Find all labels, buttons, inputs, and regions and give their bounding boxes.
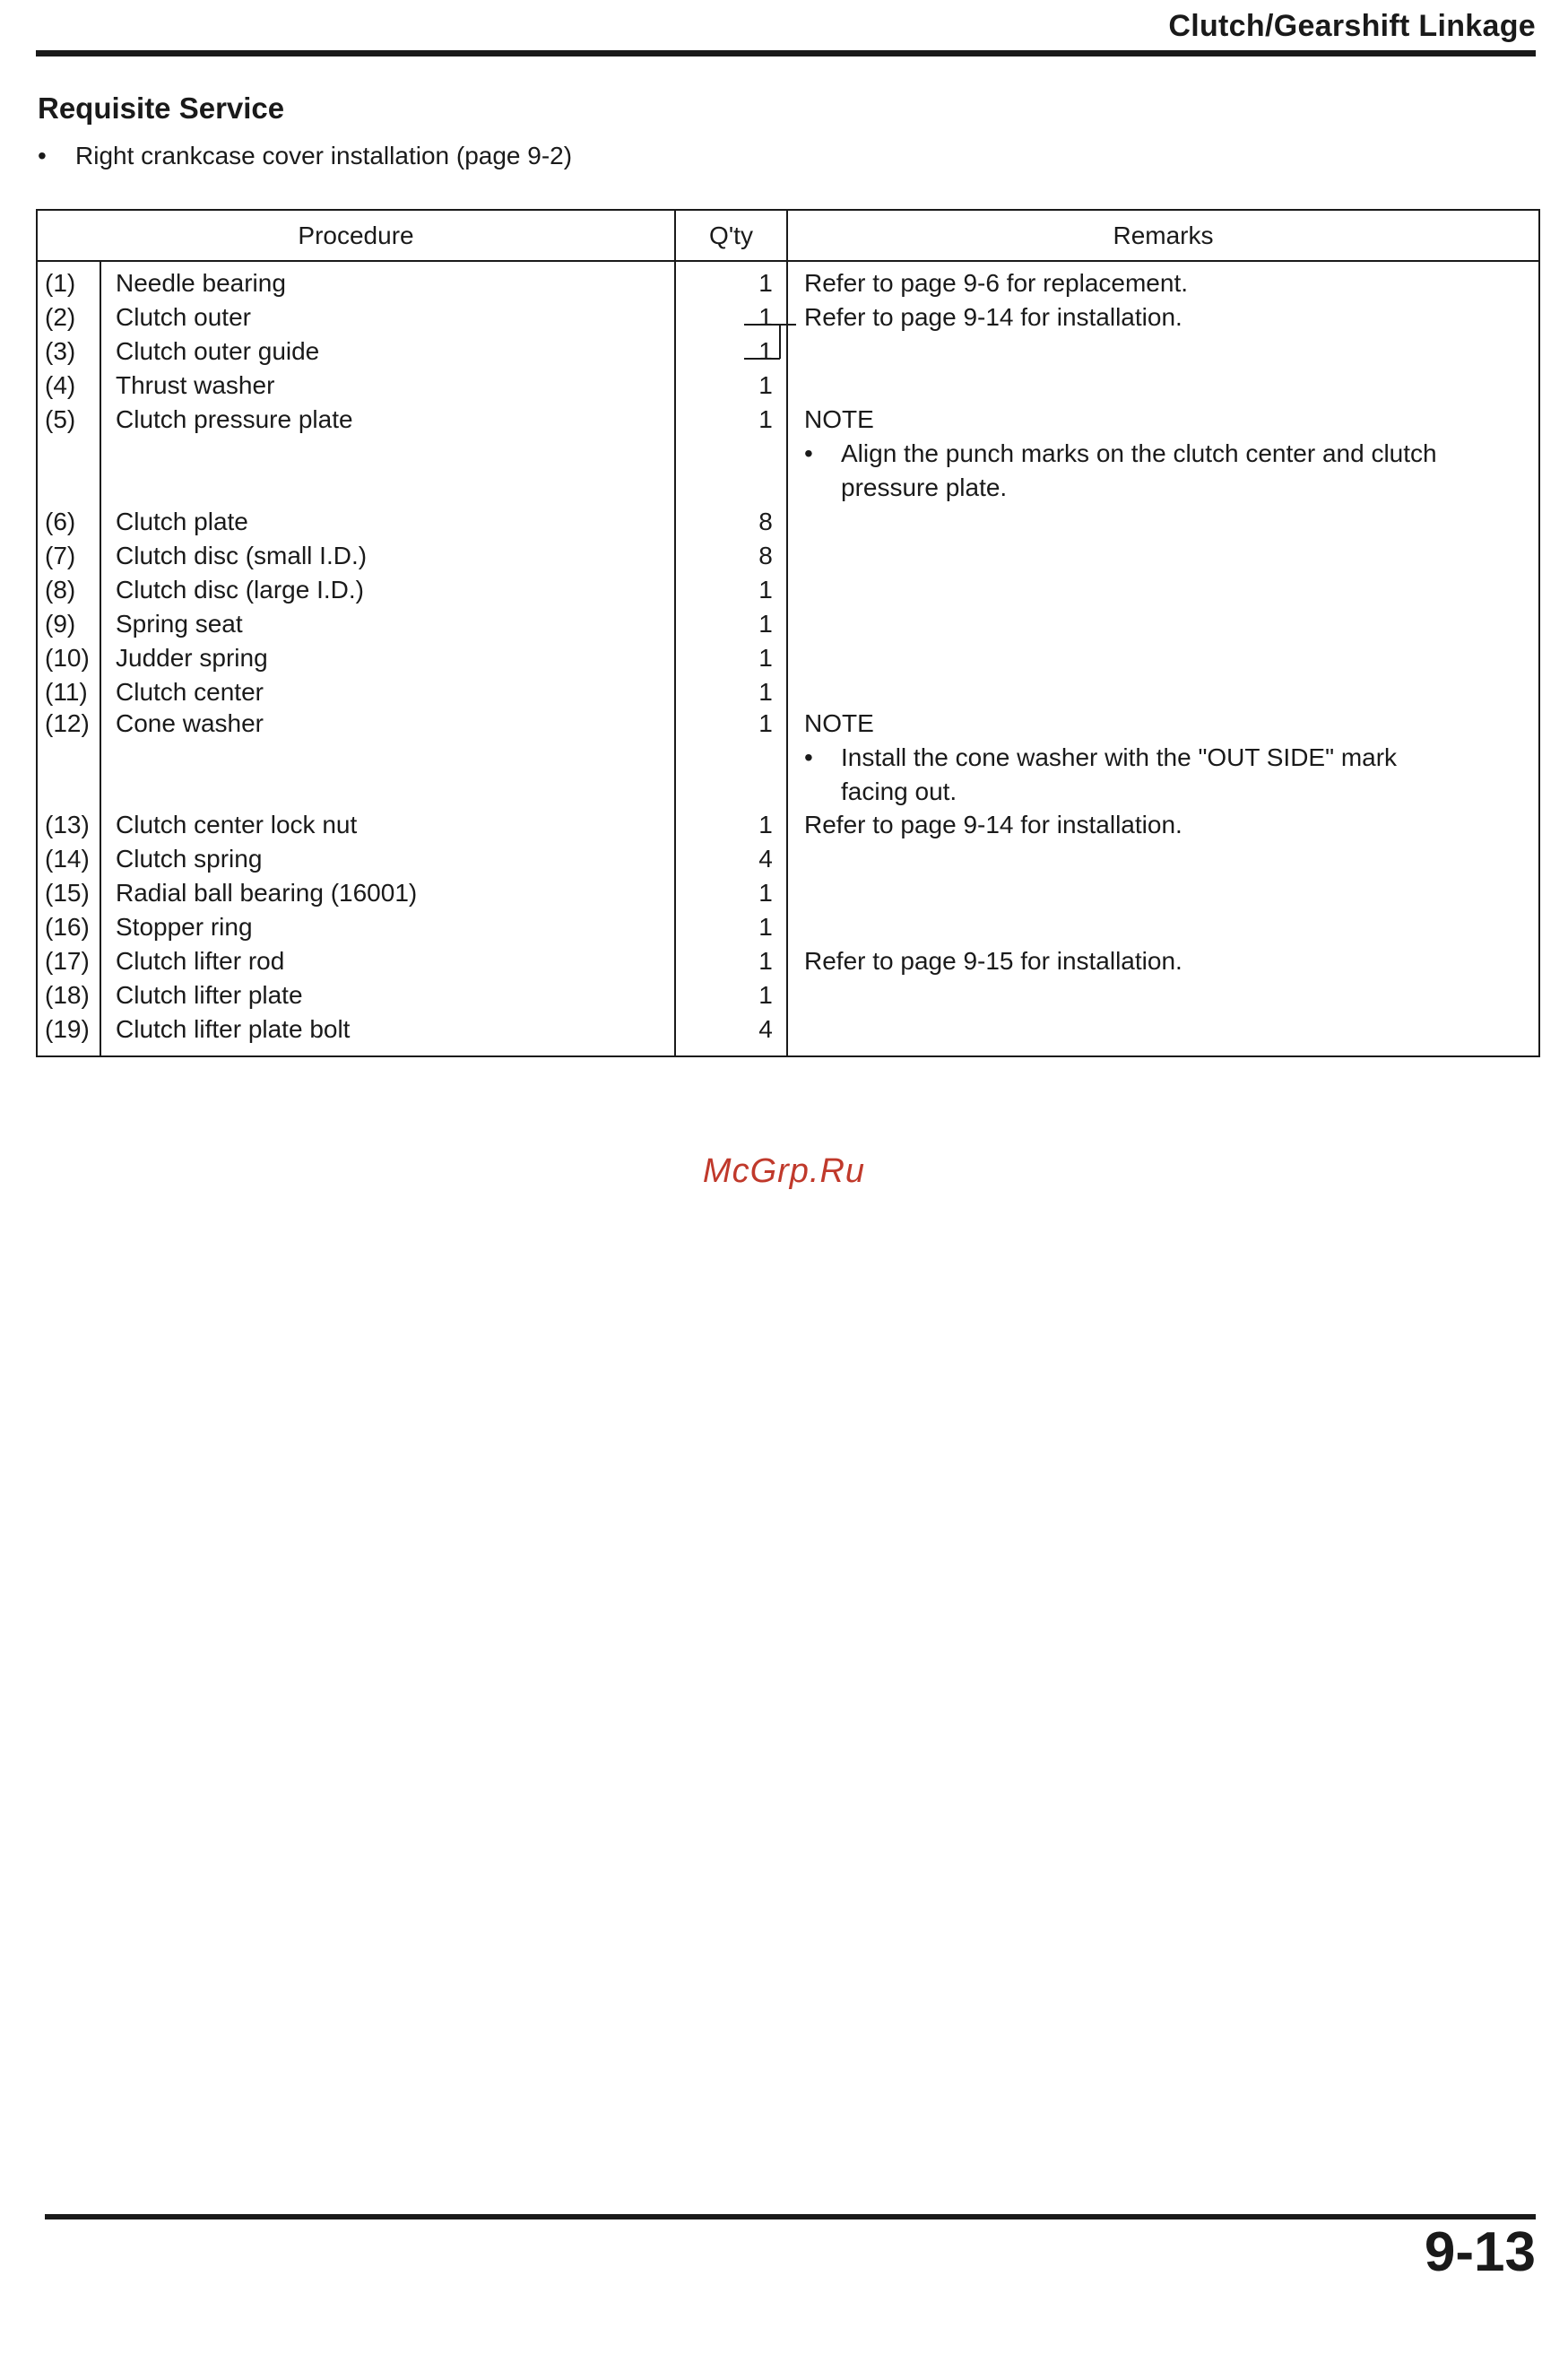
note-label: NOTE	[804, 709, 874, 737]
quantity: 1	[758, 811, 773, 838]
quantity: 1	[758, 644, 773, 672]
part-name: Clutch spring	[116, 845, 263, 873]
quantity: 1	[758, 879, 773, 907]
note-label: NOTE	[804, 405, 874, 433]
row-number: (16)	[45, 913, 90, 941]
note-text: pressure plate.	[841, 473, 1008, 501]
row-number: (4)	[45, 371, 76, 399]
part-name: Clutch center lock nut	[116, 811, 358, 838]
bullet: •	[804, 439, 813, 467]
part-name: Clutch disc (large I.D.)	[116, 576, 364, 604]
quantity: 1	[758, 678, 773, 706]
note-text: facing out.	[841, 777, 957, 805]
part-name: Clutch plate	[116, 508, 248, 535]
section-heading: Requisite Service	[38, 91, 285, 125]
remark-lifter-rod: Refer to page 9-15 for installation.	[804, 947, 1182, 975]
row-number: (18)	[45, 981, 90, 1009]
bullet: •	[804, 743, 813, 771]
quantity: 4	[758, 1015, 773, 1043]
row-number: (7)	[45, 542, 76, 569]
quantity: 1	[758, 913, 773, 941]
quantity: 4	[758, 845, 773, 873]
row-number: (15)	[45, 879, 90, 907]
table-divider-procedure-number	[100, 262, 101, 1055]
page-number: 9-13	[1424, 2221, 1536, 2283]
part-name: Clutch center	[116, 678, 264, 706]
quantity: 8	[758, 508, 773, 535]
quantity: 1	[758, 981, 773, 1009]
quantity: 1	[758, 371, 773, 399]
footer-rule	[45, 2214, 1536, 2219]
requisite-item	[38, 142, 572, 170]
row-number: (10)	[45, 644, 90, 672]
row-number: (12)	[45, 709, 90, 737]
row-number: (1)	[45, 269, 76, 297]
part-name: Cone washer	[116, 709, 264, 737]
table-divider-procedure-qty	[674, 211, 676, 1055]
part-name: Clutch lifter plate	[116, 981, 303, 1009]
quantity: 1	[758, 947, 773, 975]
part-name: Thrust washer	[116, 371, 275, 399]
header-rule	[36, 50, 1536, 56]
row-number: (6)	[45, 508, 76, 535]
column-header-procedure: Procedure	[298, 222, 414, 249]
row-number: (14)	[45, 845, 90, 873]
quantity: 1	[758, 303, 773, 331]
column-header-qty: Q'ty	[709, 222, 753, 249]
note-text: Align the punch marks on the clutch center and clutch	[841, 439, 1437, 467]
quantity: 1	[758, 709, 773, 737]
watermark: McGrp.Ru	[702, 1152, 866, 1190]
part-name: Clutch pressure plate	[116, 405, 353, 433]
quantity: 1	[758, 405, 773, 433]
quantity: 1	[758, 269, 773, 297]
part-name: Radial ball bearing (16001)	[116, 879, 418, 907]
bullet: •	[38, 142, 47, 169]
remark-clutch-outer: Refer to page 9-14 for installation.	[804, 303, 1182, 331]
procedure-table	[36, 209, 1540, 1057]
row-number: (11)	[45, 678, 88, 706]
part-name: Clutch outer	[116, 303, 251, 331]
row-number: (3)	[45, 337, 76, 365]
part-name: Clutch outer guide	[116, 337, 320, 365]
header-title: Clutch/Gearshift Linkage	[1168, 9, 1536, 43]
part-name: Judder spring	[116, 644, 268, 672]
table-header-rule	[38, 260, 1538, 262]
row-number: (13)	[45, 811, 90, 838]
quantity: 1	[758, 337, 773, 365]
part-name: Clutch lifter rod	[116, 947, 285, 975]
note-text: Install the cone washer with the "OUT SIDE" mark	[841, 743, 1398, 771]
row-number: (5)	[45, 405, 76, 433]
part-name: Clutch disc (small I.D.)	[116, 542, 368, 569]
part-name: Needle bearing	[116, 269, 286, 297]
requisite-item-text: Right crankcase cover installation (page 9-2)	[75, 142, 573, 169]
part-name: Stopper ring	[116, 913, 253, 941]
row-number: (8)	[45, 576, 76, 604]
row-number: (9)	[45, 610, 76, 638]
row-number: (19)	[45, 1015, 90, 1043]
quantity: 1	[758, 610, 773, 638]
quantity: 8	[758, 542, 773, 569]
part-name: Clutch lifter plate bolt	[116, 1015, 351, 1043]
row-number: (2)	[45, 303, 76, 331]
remark-lock-nut: Refer to page 9-14 for installation.	[804, 811, 1182, 838]
quantity: 1	[758, 576, 773, 604]
remark-needle-bearing: Refer to page 9-6 for replacement.	[804, 269, 1189, 297]
row-number: (17)	[45, 947, 90, 975]
part-name: Spring seat	[116, 610, 243, 638]
column-header-remarks: Remarks	[1113, 222, 1214, 249]
bracket-connector	[741, 316, 805, 362]
